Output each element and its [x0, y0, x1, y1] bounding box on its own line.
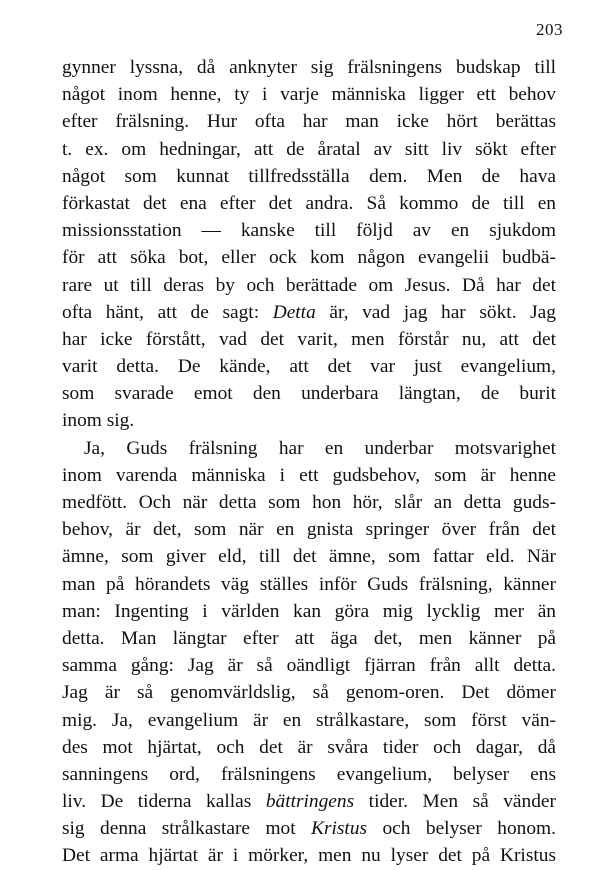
text-segment: behov, är det, som när en gnista springer över från det: [62, 519, 556, 541]
text-line: [62, 217, 556, 244]
text-line: [62, 81, 556, 108]
text-segment: Det arma hjärtat är i mörker, men nu lyser det på Kristus: [62, 845, 556, 867]
text-segment: har icke förstått, vad det varit, men förstår nu, att det: [62, 328, 556, 350]
text-segment: Jag är så genomvärldslig, så genom-oren. Det dömer: [62, 682, 556, 704]
text-line: [62, 435, 556, 462]
text-line: [62, 380, 556, 407]
text-segment: liv. De tiderna kallas: [62, 791, 266, 813]
text-line: [62, 136, 556, 163]
text-segment: detta. Man längtar efter att äga det, men känner på: [62, 627, 556, 649]
text-line: [62, 652, 556, 679]
text-line: [62, 516, 556, 543]
text-segment: rare ut till deras by och berättade om Jesus. Då har det: [62, 274, 556, 296]
text-line: [62, 788, 556, 815]
text-segment: medfött. Och när detta som hon hör, slår an detta guds-: [62, 492, 556, 513]
text-segment: något inom henne, ty i varje människa ligger ett behov: [62, 84, 556, 106]
text-segment: mig. Ja, evangelium är en strålkastare, som först vän-: [62, 709, 556, 731]
text-segment: samma gång: Jag är så oändligt fjärran från allt detta.: [62, 655, 556, 677]
text-segment: förkastat det ena efter det andra. Så kommo de till en: [62, 192, 556, 214]
text-segment: man på hörandets väg ställes inför Guds frälsning, känner: [62, 573, 556, 595]
text-line: [62, 108, 556, 135]
text-segment: tider. Men så vänder: [354, 791, 556, 813]
text-segment: något som kunnat tillfredsställa dem. Men de hava: [62, 165, 556, 187]
text-line: [62, 815, 556, 842]
text-line: [62, 462, 556, 489]
text-segment: efter frälsning. Hur ofta har man icke hört berättas: [62, 111, 556, 133]
text-line: [62, 272, 556, 299]
text-segment: ämne, som giver eld, till det ämne, som fattar eld. När: [62, 546, 556, 568]
italic-text: Detta: [272, 301, 316, 323]
text-segment: gynner lyssna, då anknyter sig frälsningens budskap till: [62, 57, 556, 78]
text-segment: och belyser honom.: [367, 818, 556, 840]
text-line: [62, 734, 556, 761]
text-line: [62, 299, 556, 326]
text-line: [62, 598, 556, 625]
text-segment: missionsstation — kanske till följd av en sjukdom: [62, 220, 556, 242]
text-segment: sig denna strålkastare mot: [62, 818, 312, 840]
text-segment: som svarade emot den underbara längtan, de burit: [62, 383, 556, 405]
text-line: [62, 353, 556, 380]
text-line: [62, 679, 556, 706]
italic-text: bättringens: [265, 791, 355, 813]
text-segment: des mot hjärtat, och det är svåra tider och dagar, då: [62, 736, 556, 758]
text-line: [62, 707, 556, 734]
text-segment: sanningens ord, frälsningens evangelium, belyser ens: [62, 763, 556, 785]
text-line: [62, 54, 556, 81]
text-segment: för att söka bot, eller ock kom någon evangelii budbä-: [62, 247, 556, 269]
text-line: [62, 489, 556, 516]
text-segment: inom varenda människa i ett gudsbehov, som är henne: [62, 464, 556, 486]
text-line: [62, 163, 556, 190]
text-segment: t. ex. om hedningar, att de åratal av sitt liv sökt efter: [62, 138, 556, 160]
text-segment: inom sig.: [62, 410, 135, 432]
body-text: [62, 54, 556, 870]
text-segment: varit detta. De kände, att det var just evangelium,: [62, 356, 556, 378]
text-line: [62, 543, 556, 570]
text-segment: är, vad jag har sökt. Jag: [315, 301, 556, 323]
text-segment: Ja, Guds frälsning har en underbar motsvarighet: [84, 437, 556, 459]
italic-text: Kristus: [311, 818, 368, 840]
text-line: [62, 571, 556, 598]
text-line: [62, 244, 556, 271]
text-line: [62, 625, 556, 652]
page-number: 203: [536, 20, 563, 39]
text-line: [62, 761, 556, 788]
text-segment: ofta hänt, att de sagt:: [62, 301, 273, 323]
text-line: [62, 326, 556, 353]
text-line: [62, 190, 556, 217]
text-line: [62, 407, 556, 434]
text-segment: man: Ingenting i världen kan göra mig lycklig mer än: [62, 600, 556, 622]
